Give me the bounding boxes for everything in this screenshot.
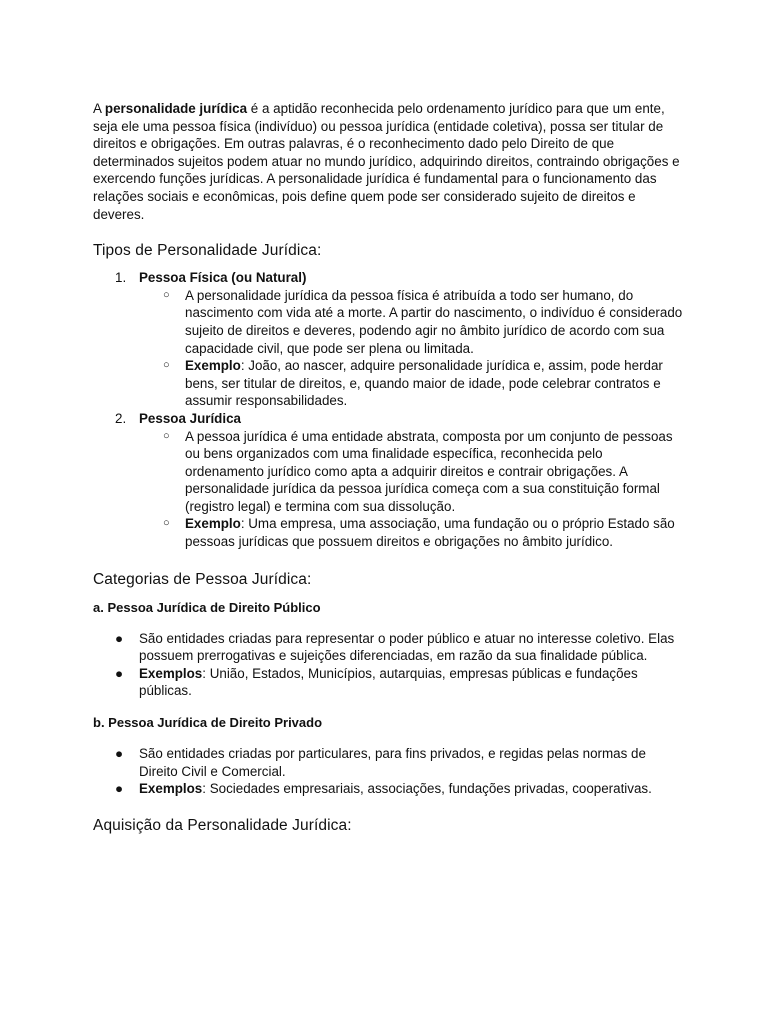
list-item: ● São entidades criadas para representar o poder público e atuar no interesse coletivo. Elas possuem prerrogativas e sujeições diferenciadas, em razão da sua finalidade pública. [115,630,675,664]
intro-bold-term: personalidade jurídica [104,101,248,116]
bullet-icon: ● [115,781,124,797]
item-title: Pessoa Jurídica [139,410,241,426]
intro-paragraph: A personalidade jurídica é a aptidão reconhecida pelo ordenamento jurídico para que um ente, seja ele uma pessoa física (indivíduo) ou pessoa jurídica (entidade coletiva), possa ser titular de direitos e obrigações. Em outras palavras, é o reconhecimento dado pelo Direito de que determinados sujeitos podem atuar no mundo jurídico, adquirindo direitos, contraindo obrigações e exercendo funções jurídicas. A personalidade jurídica é fundamental para o funcionamento das relações sociais e econômicas, pois define quem pode ser considerado sujeito de direitos e deveres. [93,101,680,222]
circle-bullet-icon: ○ [163,288,170,301]
subheading-direito-privado: b. Pessoa Jurídica de Direito Privado [93,715,323,731]
heading-tipos: Tipos de Personalidade Jurídica: [93,242,322,260]
document-page [93,100,683,836]
list-item: ● São entidades criadas por particulares, para fins privados, e regidas pelas normas de Direito Civil e Comercial. [115,746,646,779]
publico-list [93,630,683,700]
heading-categorias: Categorias de Pessoa Jurídica: [93,570,312,588]
circle-bullet-icon: ○ [163,359,170,372]
bullet-icon: ● [115,630,124,646]
circle-bullet-icon: ○ [163,517,170,530]
bullet-icon: ● [115,746,124,762]
circle-bullet-icon: ○ [163,429,170,442]
sub-list-item: ○ A personalidade jurídica da pessoa física é atribuída a todo ser humano, do nascimento com vida até a morte. A partir do nascimento, o indivíduo é considerado sujeito de direitos e deveres, podendo agir no âmbito jurídico de acordo com sua capacidade civil, que pode ser plena ou limitada. [163,287,683,356]
sub-list-item: ○ A pessoa jurídica é uma entidade abstrata, composta por um conjunto de pessoas ou bens organizados com uma finalidade específica, reconhecida pelo ordenamento jurídico como apta a adquirir direitos e contrair obrigações. A personalidade jurídica da pessoa jurídica começa com a sua constituição formal (registro legal) e termina com sua dissolução. [163,428,673,514]
subheading-direito-publico: a. Pessoa Jurídica de Direito Público [93,599,321,615]
tipos-list [93,269,683,551]
list-item: ● Exemplos: União, Estados, Municípios, autarquias, empresas públicas e fundações públicas. [115,665,638,699]
item-title: Pessoa Física (ou Natural) [139,270,307,286]
list-item [93,269,683,287]
list-item: ● Exemplos: Sociedades empresariais, associações, fundações privadas, cooperativas. [115,781,652,797]
list-number: 2. [115,410,127,426]
sub-list-item: ○ Exemplo: Uma empresa, uma associação, uma fundação ou o próprio Estado são pessoas jurídicas que possuem direitos e obrigações no âmbito jurídico. [163,516,675,550]
sub-list-item: ○ Exemplo: João, ao nascer, adquire personalidade jurídica e, assim, pode herdar bens, ser titular de direitos, e, quando maior de idade, pode celebrar contratos e assumir responsabilidades. [163,358,663,409]
list-item [93,410,683,428]
privado-list [93,745,683,798]
heading-aquisicao: Aquisição da Personalidade Jurídica: [93,816,352,834]
bullet-icon: ● [115,665,124,681]
list-number: 1. [115,270,127,286]
